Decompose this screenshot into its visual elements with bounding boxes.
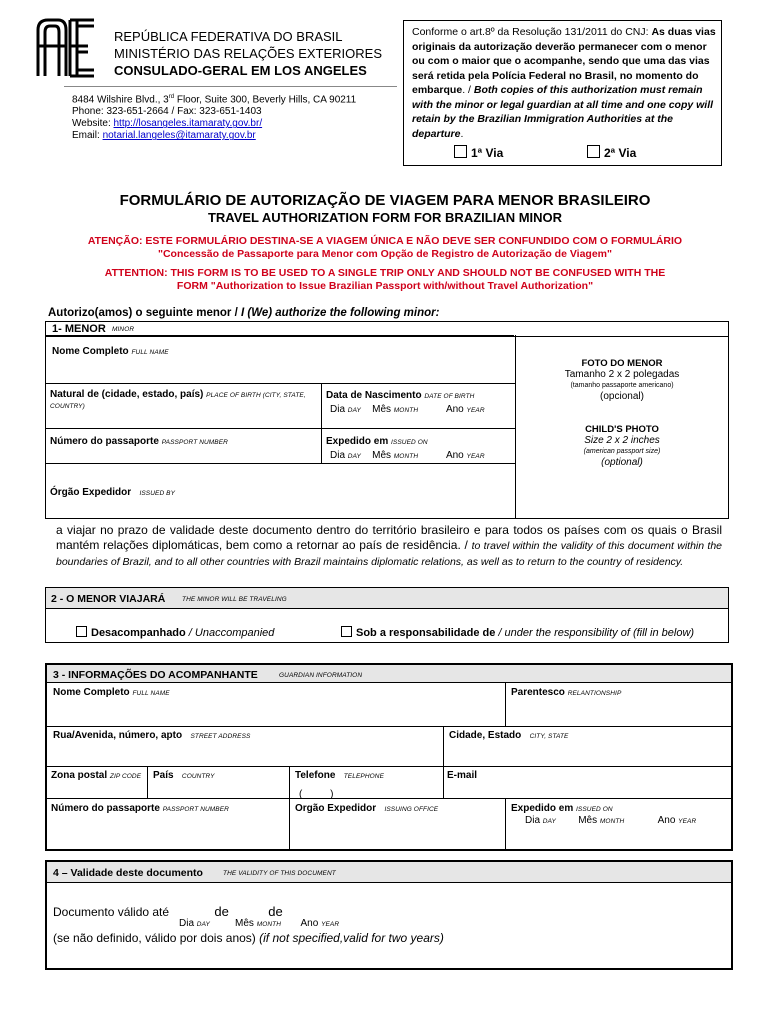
warning-en: ATTENTION: THIS FORM IS TO BE USED TO A SINGLE TRIP ONLY AND SHOULD NOT BE CONFUSED WITH THE FORM "Authorization to Issue Brazilian Passport with/without Travel Authorization": [104, 267, 666, 292]
minor-issuer-field[interactable]: [50, 500, 510, 516]
phone-field[interactable]: ( ): [299, 789, 334, 800]
guardian-checkbox[interactable]: [341, 626, 352, 637]
minor-issued-label: Expedido em ISSUED ON: [326, 436, 428, 447]
via2-option[interactable]: 2ª Via: [587, 145, 636, 160]
city-field[interactable]: [449, 742, 725, 762]
guardian-issued-label: Expedido em ISSUED ON: [511, 803, 613, 814]
phone-label: Telefone TELEPHONE: [295, 770, 385, 781]
website-row: Website: http://losangeles.itamaraty.gov.br/: [72, 118, 263, 130]
ae-logo: [36, 16, 96, 78]
dob-label: Data de Nascimento DATE OF BIRTH: [326, 390, 475, 401]
phone: Phone: 323-651-2664 / Fax: 323-651-1403: [72, 106, 262, 118]
form-title: FORMULÁRIO DE AUTORIZAÇÃO DE VIAGEM PARA MENOR BRASILEIRO: [119, 192, 651, 209]
validity-note: (se não definido, válido por dois anos) (if not specified,valid for two years): [53, 931, 444, 945]
relationship-label: Parentesco RELANTIONSHIP: [511, 687, 622, 698]
section1-title: 1- MENOR: [52, 323, 106, 335]
minor-issuer-label: Órgão Expedidor ISSUED BY: [50, 487, 176, 498]
valid-until[interactable]: Documento válido até de de: [53, 904, 283, 919]
unaccompanied-checkbox[interactable]: [76, 626, 87, 637]
via1-checkbox[interactable]: [454, 145, 467, 158]
email-row: Email: notarial.langeles@itamaraty.gov.br: [72, 130, 256, 142]
website-link[interactable]: http://losangeles.itamaraty.gov.br/: [113, 118, 263, 130]
minor-passport-label: Número do passaporte PASSPORT NUMBER: [50, 436, 228, 447]
section-minor: [45, 321, 729, 519]
notice-text: Conforme o art.8º da Resolução 131/2011 do CNJ: As duas vias originais da autorização deverão permanecer com o menor ou com o maior que o acompanhe, sendo que uma das vias será retida pela Polícia Federal no Brasil, no momento do embarque. / Both copies of this authorization must remain with the minor or legal guardian at all time and one copy will retain by the Brazilian Immigration Authorities at the departure.: [412, 26, 716, 140]
guardian-issued-parts[interactable]: Dia DAY Mês MONTH Ano YEAR: [525, 815, 697, 826]
form-title-en: TRAVEL AUTHORIZATION FORM FOR BRAZILIAN MINOR: [207, 210, 563, 225]
minor-name-label: Nome Completo FULL NAME: [52, 346, 169, 357]
header-line2: MINISTÉRIO DAS RELAÇÕES EXTERIORES: [114, 46, 382, 61]
birthplace-field[interactable]: [50, 410, 316, 430]
section-validity: [45, 860, 733, 970]
email-link[interactable]: notarial.langeles@itamaraty.gov.br: [102, 130, 256, 142]
notice-box: [403, 20, 722, 166]
authorize-line: Autorizo(amos) o seguinte menor / I (We) authorize the following minor:: [48, 307, 440, 319]
header-divider: [64, 86, 397, 87]
zip-label: Zona postal ZIP CODE: [51, 770, 142, 781]
section3-title: 3 - INFORMAÇÕES DO ACOMPANHANTE: [53, 669, 258, 681]
section3-header: 3 - INFORMAÇÕES DO ACOMPANHANTE GUARDIAN INFORMATION: [47, 665, 731, 683]
photo-area[interactable]: FOTO DO MENOR Tamanho 2 x 2 polegadas (tamanho passaporte americano) (opcional) CHILD'S PHOTO Size 2 x 2 inches (american passport size) (optional): [564, 358, 680, 468]
dob-parts[interactable]: Dia DAY Mês MONTH Ano YEAR: [330, 404, 485, 415]
guardian-passport-label: Número do passaporte PASSPORT NUMBER: [51, 803, 229, 814]
guardian-passport-field[interactable]: [51, 815, 285, 845]
section4-header: 4 – Validade deste documento THE VALIDITY OF THIS DOCUMENT: [47, 862, 731, 883]
guardian-email-field[interactable]: [447, 782, 725, 796]
issuing-office-field[interactable]: [295, 815, 501, 845]
valid-date-parts: Dia DAY Mês MONTH Ano YEAR: [179, 918, 340, 929]
minor-issued-parts[interactable]: Dia DAY Mês MONTH Ano YEAR: [330, 450, 485, 461]
warning-pt: ATENÇÃO: ESTE FORMULÁRIO DESTINA-SE A VIAGEM ÚNICA E NÃO DEVE SER CONFUNDIDO COM O FORMULÁRIO "Concessão de Passaporte para Menor com Opção de Registro de Autorização de Viagem": [87, 235, 683, 260]
section4-title: 4 – Validade deste documento: [53, 867, 203, 879]
birthplace-label: Natural de (cidade, estado, país) PLACE OF BIRTH (CITY, STATE, COUNTRY): [50, 389, 306, 410]
guardian-name-label: Nome Completo FULL NAME: [53, 687, 170, 698]
travel-paragraph: a viajar no prazo de validade deste documento dentro do território brasileiro e para todos os países com os quais o Brasil mantém relações diplomáticas, bem como a retornar ao país de residência. / to travel within the validity of this document within the boundaries of Brazil, and to all other countries with Brazil maintains diplomatic relations, as well as to return to the country of residency.: [56, 523, 723, 568]
section2-title: 2 - O MENOR VIAJARÁ: [51, 593, 166, 605]
via1-option[interactable]: 1ª Via: [454, 145, 503, 160]
guardian-name-field[interactable]: [53, 699, 501, 723]
address: 8484 Wilshire Blvd., 3rd Floor, Suite 300, Beverly Hills, CA 90211: [72, 94, 357, 106]
issuing-office-label: Orgão Expedidor ISSUING OFFICE: [295, 803, 439, 814]
section-traveling: [45, 587, 729, 643]
street-label: Rua/Avenida, número, apto STREET ADDRESS: [53, 730, 251, 741]
city-label: Cidade, Estado CITY, STATE: [449, 730, 569, 741]
section-guardian: [45, 663, 733, 851]
section1-header: 1- MENOR MINOR: [46, 322, 728, 337]
email-label: E-mail: [447, 770, 478, 781]
header-line3: CONSULADO-GERAL EM LOS ANGELES: [114, 63, 367, 78]
minor-passport-field[interactable]: [50, 448, 316, 460]
consulate-contact: [72, 91, 356, 142]
country-label: País COUNTRY: [153, 770, 215, 781]
relationship-field[interactable]: [511, 699, 725, 723]
minor-name-field[interactable]: [52, 358, 512, 382]
unaccompanied-option[interactable]: Desacompanhado / Unaccompanied: [76, 626, 274, 639]
guardian-option[interactable]: Sob a responsabilidade de / under the responsibility of (fill in below): [341, 626, 694, 639]
via2-checkbox[interactable]: [587, 145, 600, 158]
section2-header: 2 - O MENOR VIAJARÁ THE MINOR WILL BE TRAVELING: [46, 588, 728, 609]
header-line1: REPÚBLICA FEDERATIVA DO BRASIL: [114, 29, 343, 44]
consulate-heading: [114, 28, 382, 79]
street-field[interactable]: [53, 742, 439, 762]
